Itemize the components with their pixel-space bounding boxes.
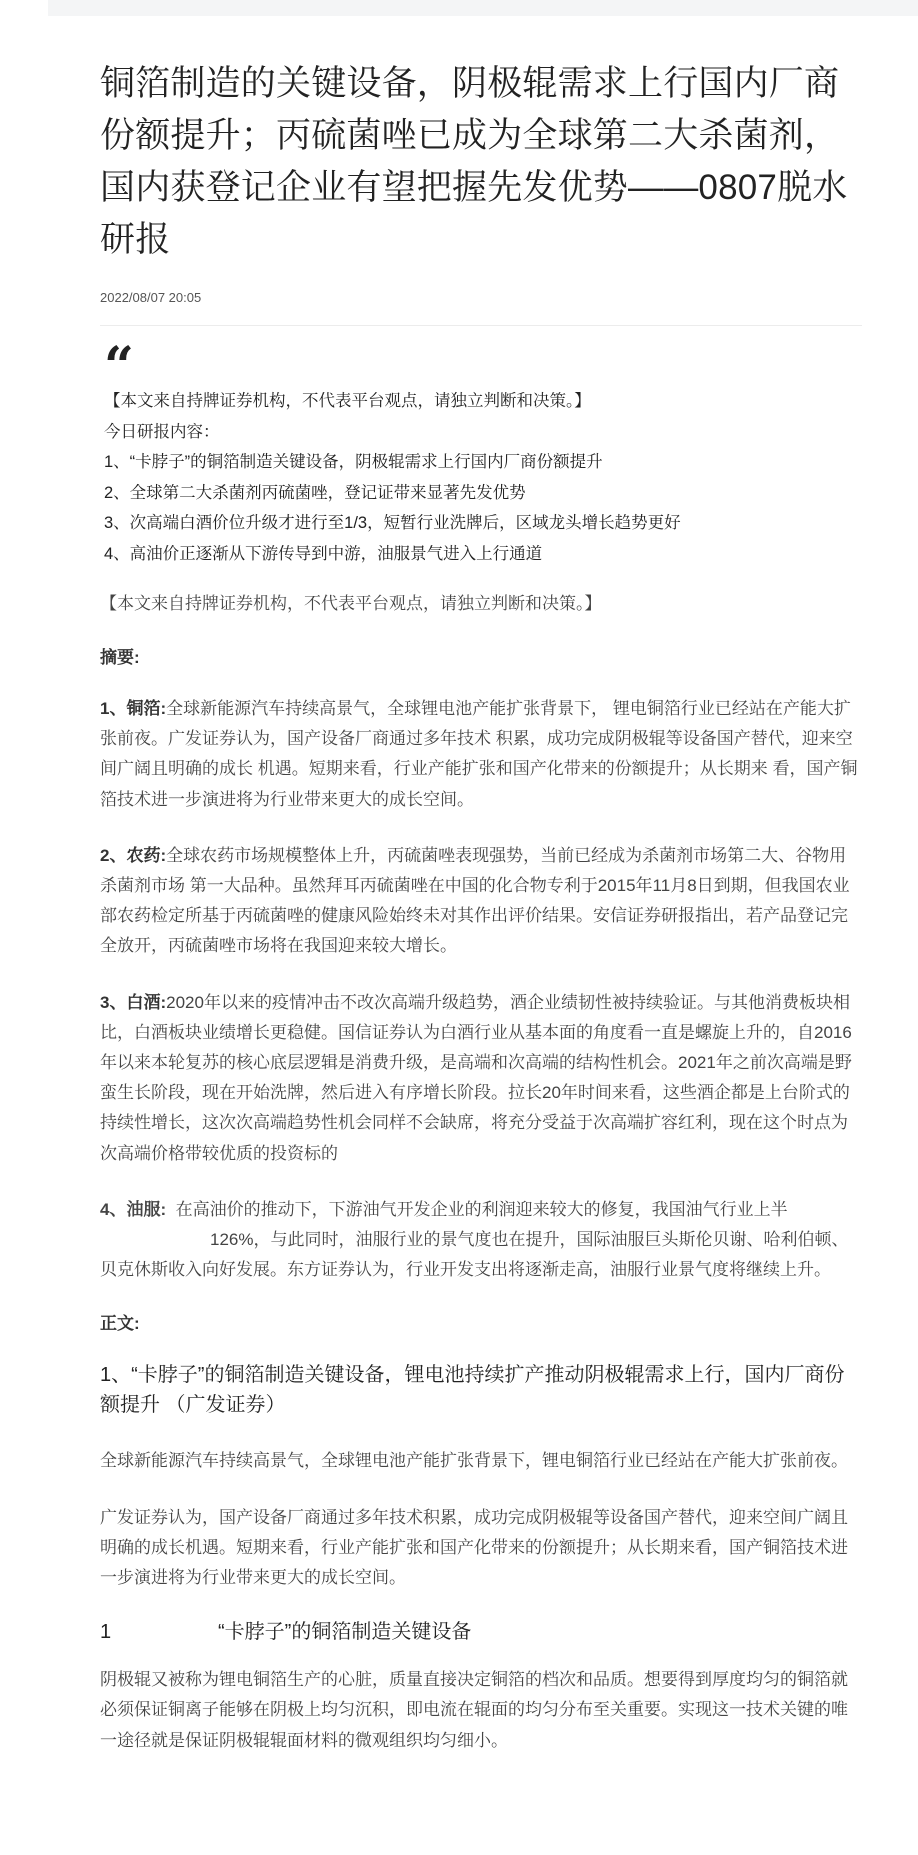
- quote-line: 3、次高端白酒价位升级才进行至1/3，短暂行业洗牌后，区域龙头增长趋势更好: [104, 514, 681, 532]
- summary-paragraph: [100, 988, 862, 1169]
- quote-block: [100, 336, 862, 569]
- quote-line: 1、“卡脖子”的铜箔制造关键设备，阴极辊需求上行国内厂商份额提升: [104, 453, 603, 471]
- summary-paragraph: [100, 1195, 862, 1286]
- summary-text: 全球农药市场规模整体上升，丙硫菌唑表现强势，当前已经成为杀菌剂市场第二大、谷物用杀菌剂市场 第一大品种。虽然拜耳丙硫菌唑在中国的化合物专利于2015年11月8日到期，但我国农业部农药检定所基于丙硫菌唑的健康风险始终未对其作出评价结果。安信证券研报指出，若产品登记完全放开，丙硫菌唑市场将在我国迎来较大增长。: [100, 845, 850, 956]
- top-bar: [48, 0, 918, 16]
- summary-text: 在高油价的推动下，下游油气开发企业的利润迎来较大的修复，我国油气行业上半: [175, 1199, 788, 1219]
- summary-lead: 1、铜箔:: [100, 699, 167, 718]
- summary-text: 全球新能源汽车持续高景气，全球锂电池产能扩张背景下， 锂电铜箔行业已经站在产能大扩张前夜。广发证券认为，国产设备厂商通过多年技术 积累，成功完成阴极辊等设备国产替代，迎来空间广阔且明确的成长 机遇。短期来看，行业产能扩张和国产化带来的份额提升；从长期来 看，国产铜箔技术进一步演进将为行业带来更大的成长空间。: [100, 699, 858, 809]
- section-heading: 1、“卡脖子”的铜箔制造关键设备，锂电池持续扩产推动阴极辊需求上行，国内厂商份额提升 （广发证券）: [100, 1364, 845, 1417]
- body-paragraph: 广发证券认为，国产设备厂商通过多年技术积累，成功完成阴极辊等设备国产替代，迎来空间广阔且明确的成长机遇。短期来看，行业产能扩张和国产化带来的份额提升；从长期来看，国产铜箔技术进一步演进将为行业带来更大的成长空间。: [100, 1507, 848, 1588]
- article: [100, 58, 862, 1756]
- quote-icon: “: [104, 336, 134, 397]
- quote-line: 4、高油价正逐渐从下游传导到中游，油服景气进入上行通道: [104, 544, 543, 563]
- quote-line: 2、全球第二大杀菌剂丙硫菌唑，登记证带来显著先发优势: [104, 483, 526, 502]
- summary-label: 摘要:: [100, 648, 140, 667]
- body-paragraph: 全球新能源汽车持续高景气，全球锂电池产能扩张背景下，锂电铜箔行业已经站在产能大扩张前夜。: [100, 1451, 848, 1471]
- summary-lead: 2、农药:: [100, 845, 167, 865]
- subsection-number: 1: [100, 1621, 112, 1644]
- disclaimer: 【本文来自持牌证券机构，不代表平台观点，请独立判断和决策。】: [100, 594, 602, 613]
- subsection-heading: [100, 1617, 862, 1647]
- summary-lead: 3、白酒:: [100, 992, 167, 1012]
- article-title: 铜箔制造的关键设备，阴极辊需求上行国内厂商份额提升；丙硫菌唑已成为全球第二大杀菌剂，国内获登记企业有望把握先发优势——0807脱水研报: [100, 64, 848, 259]
- body-label: 正文:: [100, 1314, 140, 1334]
- summary-paragraph: [100, 841, 862, 962]
- summary-text: 2020年以来的疫情冲击不改次高端升级趋势，酒企业绩韧性被持续验证。与其他消费板块相比，白酒板块业绩增长更稳健。国信证券认为白酒行业从基本面的角度看一直是螺旋上升的，自2016年以来本轮复苏的核心底层逻辑是消费升级，是高端和次高端的结构性机会。2021年之前次高端是野蛮生长阶段，现在开始洗牌，然后进入有序增长阶段。拉长20年时间来看，这些酒企都是上台阶式的持续性增长，这次次高端趋势性机会同样不会缺席，将充分受益于次高端扩容红利，现在这个时点为次高端价格带较优质的投资标的: [100, 992, 852, 1163]
- divider: [100, 325, 862, 326]
- quote-line: 今日研报内容：: [104, 422, 220, 441]
- summary-text: 126%，与此同时，油服行业的景气度也在提升，国际油服巨头斯伦贝谢、哈利伯顿、贝克休斯收入向好发展。东方证券认为，行业开发支出将逐渐走高，油服行业景气度将继续上升。: [100, 1230, 849, 1280]
- subsection-title: “卡脖子”的铜箔制造关键设备: [218, 1621, 472, 1644]
- summary-paragraph: [100, 694, 862, 815]
- publish-date: 2022/08/07 20:05: [100, 290, 202, 305]
- body-paragraph: 阴极辊又被称为锂电铜箔生产的心脏，质量直接决定铜箔的档次和品质。想要得到厚度均匀的铜箔就必须保证铜离子能够在阴极上均匀沉积，即电流在辊面的均匀分布至关重要。实现这一技术关键的唯一途径就是保证阴极辊辊面材料的微观组织均匀细小。: [100, 1670, 848, 1750]
- summary-lead: 4、油服:: [100, 1199, 167, 1219]
- quote-line: 【本文来自持牌证券机构，不代表平台观点，请独立判断和决策。】: [104, 392, 591, 410]
